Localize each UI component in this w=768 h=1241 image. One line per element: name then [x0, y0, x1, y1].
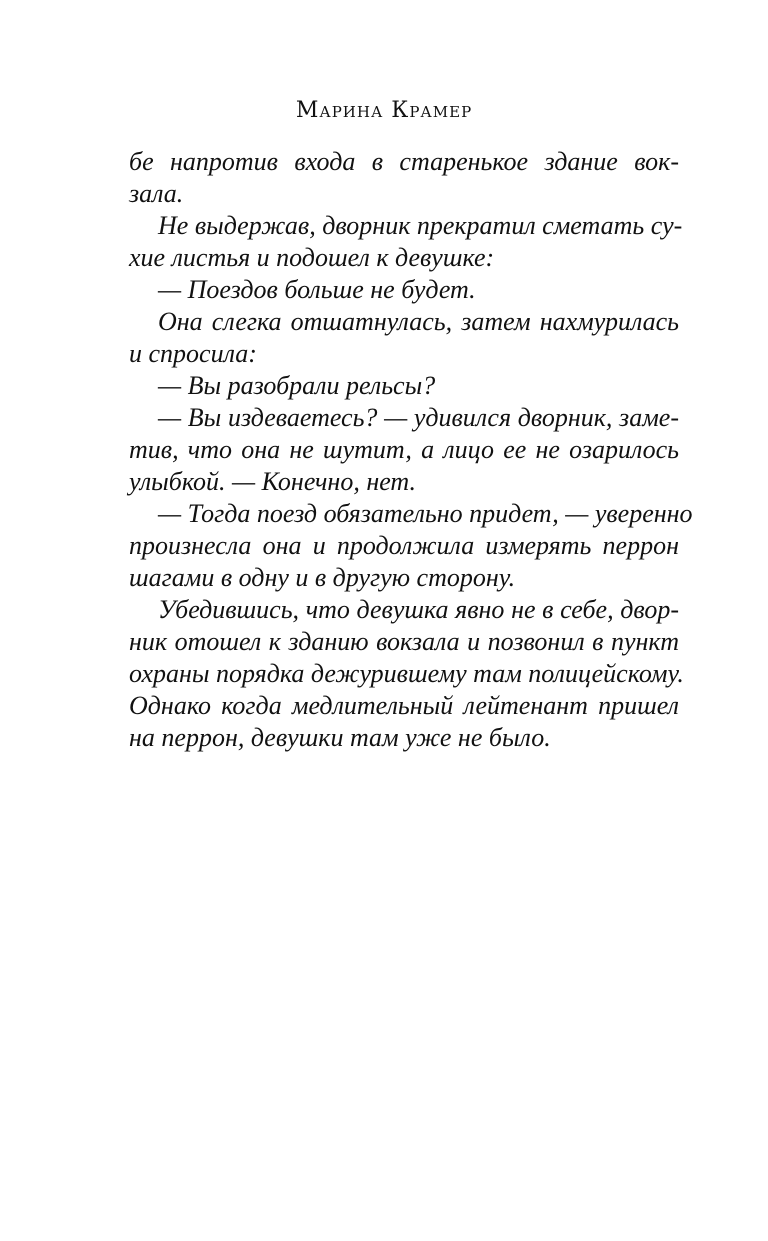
- text-line: охраны порядка дежурившему там полицейскому.: [129, 659, 684, 688]
- text-line: бе напротив входа в старенькое здание вок-: [129, 147, 679, 176]
- text-line: Она слегка отшатнулась, затем нахмурилась: [158, 307, 679, 336]
- text-line: и спросила:: [129, 339, 257, 368]
- text-line: хие листья и подошел к девушке:: [129, 243, 495, 272]
- text-line: тив, что она не шутит, а лицо ее не озарилось: [129, 435, 679, 464]
- running-header-author: Марина Крамер: [295, 98, 473, 123]
- text-line: шагами в одну и в другую сторону.: [129, 563, 516, 592]
- text-line: на перрон, девушки там уже не было.: [129, 723, 551, 752]
- text-line: — Вы разобрали рельсы?: [158, 371, 436, 400]
- text-line: произнесла она и продолжила измерять перрон: [129, 531, 679, 560]
- text-line: зала.: [129, 179, 184, 208]
- text-line: — Вы издеваетесь? — удивился дворник, заме-: [158, 403, 679, 432]
- text-line: Не выдержав, дворник прекратил сметать су-: [158, 211, 683, 240]
- text-line: Однако когда медлительный лейтенант пришел: [129, 691, 679, 720]
- text-line: ник отошел к зданию вокзала и позвонил в пункт: [129, 627, 679, 656]
- body-text: [129, 146, 693, 754]
- text-line: улыбкой. — Конечно, нет.: [129, 467, 417, 496]
- text-line: — Тогда поезд обязательно придет, — уверенно: [158, 499, 693, 528]
- text-line: — Поездов больше не будет.: [158, 275, 476, 304]
- text-line: Убедившись, что девушка явно не в себе, двор-: [158, 595, 679, 624]
